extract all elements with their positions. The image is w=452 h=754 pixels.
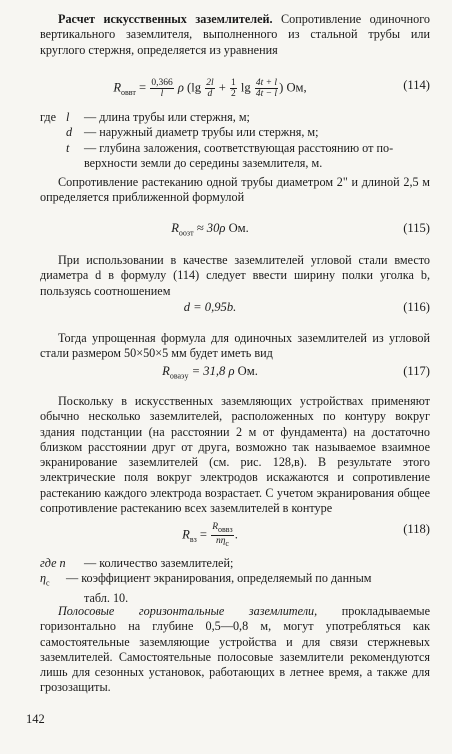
f117-number: (117): [403, 364, 430, 378]
def-n-text: — количество заземлителей;: [84, 556, 234, 570]
f118-num: R: [212, 522, 218, 532]
def-n-sym: где n: [40, 556, 66, 570]
def-eta-cont: табл. 10.: [84, 591, 129, 606]
f114-rho: ρ: [177, 80, 184, 95]
f114-unit: Ом,: [286, 80, 307, 95]
def-l-sym: l: [66, 110, 70, 124]
f114-a: [205, 78, 214, 99]
f114-coef: [150, 78, 173, 99]
f117-unit: Ом.: [237, 364, 258, 378]
f114-h-den: 2: [231, 89, 236, 99]
f114-lhs: R: [113, 80, 122, 95]
def-eta: [40, 571, 430, 591]
def-d-sym: d: [66, 125, 73, 140]
f114-lg2: lg: [240, 80, 251, 95]
f117-eq: = 31,8 ρ: [191, 364, 235, 378]
section-intro-text: Сопротивление одиночного вертикального заземлителя, выполненного из стальной трубы или круглого стержня, определяется из уравнения: [40, 12, 430, 57]
def-eta-sub: с: [46, 578, 50, 588]
f114-coef-num: 0,366: [151, 78, 173, 88]
f115-unit: Ом.: [228, 221, 249, 235]
f115-lhs-sub: оозт: [178, 228, 194, 238]
def-t: [40, 141, 430, 156]
f117-lhs: R: [162, 364, 170, 378]
f115-lhs: R: [171, 221, 179, 235]
formula-114: $R_{оввт}$ = $\frac{0,366}{l}$ ρ (lg $\frac{2l}{d}$ + $\frac{1}{2}$ lg $\frac{4t + l}{4t - l}$ ) Ом, (114): [113, 78, 430, 99]
f118-lhs-sub: вз: [189, 534, 197, 544]
def-eta-sym: η: [40, 571, 47, 586]
f115-number: (115): [403, 221, 430, 235]
formula-116: [40, 296, 430, 322]
f114-h: [230, 78, 237, 99]
f118-number: (118): [403, 522, 430, 536]
f114-a-num: 2l: [206, 78, 214, 88]
f117-lhs-sub: оваэу: [169, 371, 189, 381]
f114-b-den: 4t − l: [255, 89, 278, 99]
f114-lg1: lg: [191, 80, 202, 95]
def-t-cont: верхности земли до середины заземлителя, м.: [84, 155, 323, 170]
f118-frac: [211, 522, 234, 549]
f118-den: nη: [215, 535, 226, 546]
f114-b: [255, 78, 278, 99]
definitions: [40, 110, 430, 171]
paragraph-116: При использовании в качестве заземлителей угловой стали вместо диаметра d в формулу (114) следует ввести ширину полки уголка b, пользуясь соотношением: [40, 253, 430, 298]
formula-117: [40, 360, 430, 386]
f116-number: (116): [403, 300, 430, 314]
def-d: [40, 125, 430, 140]
def-n: [40, 556, 430, 571]
f114-b-num: 4t + l: [255, 78, 278, 88]
f114-eq: =: [139, 80, 147, 95]
f118-lhs: R: [182, 527, 190, 542]
last-text: прокладываемые горизонтально на глубине 0,5—0,8 м, могут употребляться как самостоятельные заземляющие устройства и для связи стержневых заземлителей. Самостоятельные полосовые заземлители рекомендуются лишь для сезонных установок, работающих в летнее время, а также для грозозащиты.: [40, 604, 430, 695]
paragraph-118: Поскольку в искусственных заземляющих устройствах применяют обычно несколько заземлителей, расположенных по контуру вокруг здания подстанции (на расстоянии 2 м от фундамента) на достаточно близком расстоянии друг от друга, возможно так называемое взаимное экранирование заземлителей (см. рис. 128,в). В результате этого электрические поля вокруг электродов искажаются и сопротивление растеканию каждого электрода возрастает. С учетом экранирования общее сопротивление растеканию всех заземлителей в контуре: [40, 394, 430, 516]
def-t-text: — глубина заложения, соответствующая расстоянию от по-: [84, 140, 394, 155]
f114-plus: +: [218, 80, 226, 95]
def-d-text: — наружный диаметр трубы или стержня, м;: [84, 125, 319, 140]
def-where: где: [40, 110, 57, 124]
f118-den-sub: с: [225, 538, 229, 548]
formula-118: [40, 518, 430, 548]
paragraph-117: Тогда упрощенная формула для одиночных заземлителей из угловой стали размером 50×50×5 мм будет иметь вид: [40, 331, 430, 361]
f115-eq: ≈ 30ρ: [196, 221, 226, 235]
f118-eq: =: [199, 527, 208, 542]
paragraph-last: [40, 604, 430, 696]
def-eta-text: — коэффициент экранирования, определяемый по данным: [66, 571, 372, 586]
section-title: Расчет искусственных заземлителей.: [58, 12, 273, 26]
f114-lhs-sub: оввт: [121, 87, 136, 97]
f114-coef-den: l: [160, 89, 164, 99]
last-italic: Полосовые горизонтальные заземлители,: [58, 604, 318, 618]
page-number: 142: [26, 712, 45, 726]
definitions-2: [40, 556, 430, 606]
def-l: [40, 110, 430, 125]
f114-a-den: d: [207, 89, 213, 99]
f114-number: (114): [403, 78, 430, 92]
f116-expr: d = 0,95b.: [183, 300, 237, 314]
f118-tail: .: [234, 527, 238, 542]
def-t-sym: t: [66, 140, 70, 155]
paragraph-115: Сопротивление растеканию одной трубы диаметром 2" и длиной 2,5 м определяется приближенной формулой: [40, 175, 430, 205]
f114-h-num: 1: [231, 78, 236, 88]
formula-115: [40, 217, 430, 243]
section-intro: [40, 12, 430, 58]
def-l-text: — длина трубы или стержня, м;: [84, 110, 250, 124]
f118-num-sub: оввз: [218, 524, 233, 534]
